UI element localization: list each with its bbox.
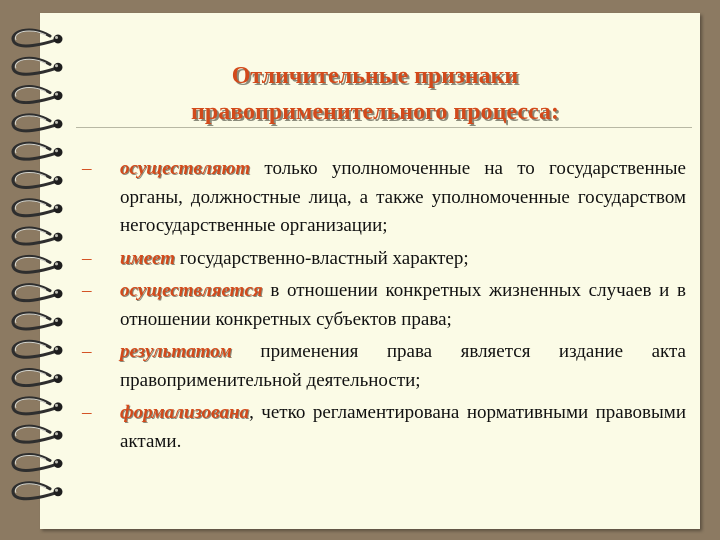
spiral-ring-icon (13, 426, 63, 442)
slide-title (70, 58, 680, 130)
list-item (80, 399, 686, 456)
spiral-ring-icon (13, 256, 63, 272)
list-item (80, 155, 686, 241)
item-keyword: имеет (120, 247, 175, 269)
spiral-ring-icon (13, 87, 63, 103)
bullet-dash: – (82, 247, 92, 269)
spiral-ring-icon (13, 285, 63, 301)
spiral-ring-icon (13, 228, 63, 244)
item-keyword: осуществляется (120, 280, 263, 301)
spiral-ring-icon (13, 454, 63, 470)
item-keyword: результатом (120, 341, 232, 362)
list-item (80, 245, 686, 274)
title-line-1: Отличительные признаки (231, 63, 519, 89)
spiral-ring-icon (13, 200, 63, 216)
item-text: государственно-властный характер; (174, 247, 469, 269)
spiral-ring-icon (13, 398, 63, 414)
features-list (80, 155, 686, 460)
list-item (80, 338, 686, 395)
spiral-ring-icon (13, 115, 63, 131)
spiral-ring-icon (13, 483, 63, 499)
bullet-dash: – (82, 341, 92, 362)
item-text: только уполномоченные на то государственные органы, должностные лица, а также уполномоченные государством негосударственные организации; (120, 158, 686, 236)
spiral-ring-icon (13, 30, 63, 46)
bullet-dash: – (82, 402, 92, 423)
spiral-ring-icon (13, 341, 63, 357)
item-keyword: формализована (120, 402, 250, 423)
title-line-2: правоприменительного процесса: (191, 99, 559, 125)
spiral-ring-icon (13, 370, 63, 386)
spiral-ring-icon (13, 143, 63, 159)
spiral-ring-icon (13, 58, 63, 74)
list-item (80, 277, 686, 334)
spiral-ring-icon (13, 171, 63, 187)
title-divider (76, 127, 692, 128)
item-text: применения права является издание акта правоприменительной деятельности; (120, 341, 686, 391)
bullet-dash: – (82, 280, 92, 301)
spiral-ring-icon (13, 313, 63, 329)
item-keyword: осуществляют (120, 158, 251, 179)
item-text: в отношении конкретных жизненных случаев и в отношении конкретных субъектов права; (120, 280, 686, 330)
item-text: , четко регламентирована нормативными правовыми актами. (120, 402, 686, 452)
spiral-binding (0, 0, 80, 540)
bullet-dash: – (82, 158, 92, 179)
